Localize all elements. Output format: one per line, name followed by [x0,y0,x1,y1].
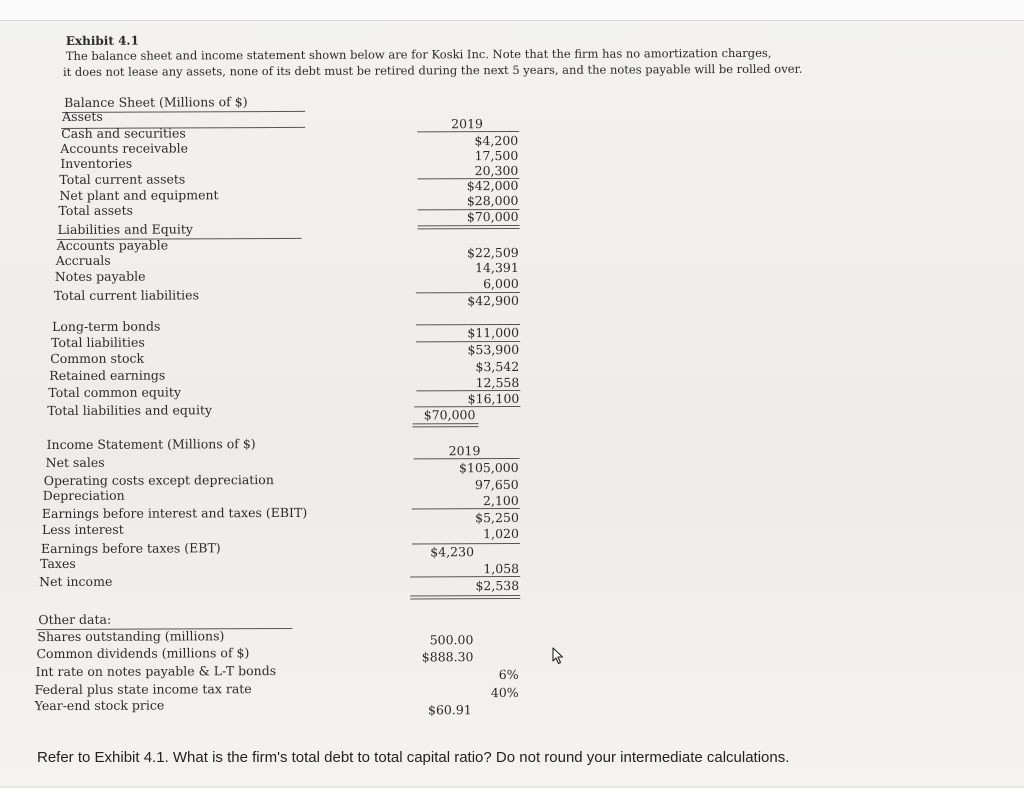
double-underline [410,595,520,599]
exhibit-intro-line-1: The balance sheet and income statement shown below are for Koski Inc. Note that the firm has no amortization charges, [65,45,772,63]
long-term-label: Common stock [50,350,145,367]
balance-sheet-year: 2019 [451,116,484,132]
asset-value: 20,300 [474,162,519,179]
income-value: 97,650 [474,476,519,493]
liability-value: $42,900 [467,292,519,309]
other-data-title: Other data: [38,611,112,628]
long-term-value: $16,100 [467,390,520,407]
liability-value: $22,509 [466,244,519,261]
long-term-value: $53,900 [467,341,520,358]
liability-value: 6,000 [483,275,519,292]
asset-value: $70,000 [466,208,519,225]
assets-heading: Assets [62,108,103,124]
other-data-label: Federal plus state income tax rate [34,681,252,698]
other-data-value: 500.00 [429,632,474,648]
income-value: 1,058 [483,560,520,577]
asset-value: $4,200 [474,132,519,149]
other-data-value: $888.30 [421,649,474,665]
other-data-value: 6% [498,666,519,683]
other-data-label: Int rate on notes payable & L-T bonds [35,663,277,680]
liability-label: Total current liabilities [53,287,200,303]
exhibit-title: Exhibit 4.1 [65,33,139,48]
income-value: $105,000 [458,459,519,476]
income-label: Taxes [40,555,76,572]
balance-sheet-title: Balance Sheet (Millions of $) [64,94,248,110]
other-data-label: Year-end stock price [34,697,165,714]
income-label: Earnings before interest and taxes (EBIT) [41,504,308,522]
long-term-value: 12,558 [475,374,520,391]
other-data-label: Shares outstanding (millions) [37,628,225,645]
asset-label: Total assets [58,202,134,218]
long-term-label: Total common equity [48,384,182,401]
income-label: Net income [39,573,113,590]
income-value: $2,538 [475,577,520,594]
income-value: 2,100 [482,492,519,509]
long-term-label: Long-term bonds [52,318,161,335]
income-label: Less interest [41,521,124,538]
other-data-value: 40% [490,684,519,701]
income-statement-year: 2019 [448,443,481,459]
asset-label: Accounts receivable [60,140,189,156]
asset-label: Total current assets [59,171,186,187]
income-label: Operating costs except depreciation [43,472,274,489]
other-data-value: $60.91 [427,702,472,718]
income-value: 1,020 [483,525,519,542]
asset-value: $28,000 [466,192,519,209]
income-label: Net sales [45,454,105,471]
asset-label: Net plant and equipment [59,187,219,203]
double-underline [418,225,520,229]
long-term-label: Total liabilities and equity [47,402,213,419]
income-label: Earnings before taxes (EBT) [40,540,221,557]
income-statement-title: Income Statement (Millions of $) [46,436,256,453]
income-value: $4,230 [430,544,475,560]
exhibit-intro-line-2: it does not lease any assets, none of its debt must be retired during the next 5 years, and the notes payable will be rolled over. [62,61,803,79]
double-underline [412,423,478,427]
asset-label: Cash and securities [61,125,186,141]
long-term-value: $70,000 [423,407,476,423]
question-text: Refer to Exhibit 4.1. What is the firm's total debt to total capital ratio? Do not round your intermediate calculations. [37,749,790,766]
liabilities-heading: Liabilities and Equity [57,221,193,237]
mouse-pointer-icon [551,647,565,665]
other-data-label: Common dividends (millions of $) [36,645,250,662]
liability-value: 14,391 [475,259,519,276]
long-term-value: $11,000 [467,324,520,341]
liability-label: Accruals [55,252,111,268]
asset-label: Inventories [60,155,133,171]
income-label: Depreciation [42,487,125,504]
long-term-label: Total liabilities [51,334,145,351]
liability-label: Accounts payable [56,237,169,253]
long-term-label: Retained earnings [49,367,166,384]
asset-value: 17,500 [474,147,519,164]
asset-value: $42,000 [466,177,519,194]
liability-label: Notes payable [54,268,146,284]
income-value: $5,250 [475,509,519,526]
long-term-value: $3,542 [475,358,520,375]
